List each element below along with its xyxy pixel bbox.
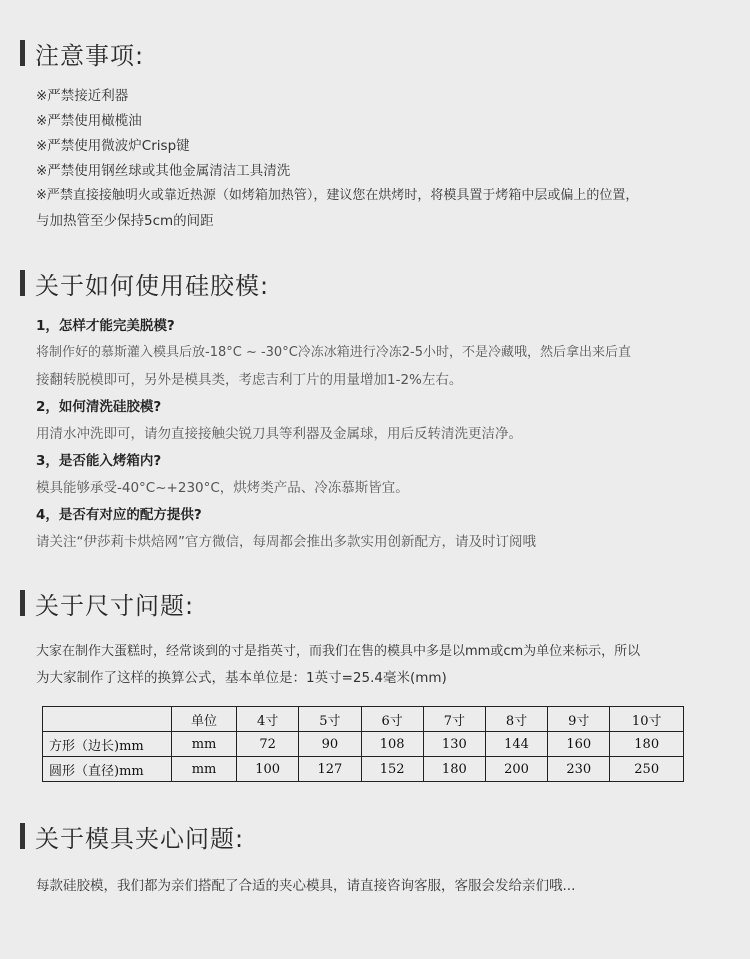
table-cell: 144 <box>485 732 547 757</box>
size-intro: 为大家制作了这样的换算公式，基本单位是：1英寸=25.4毫米(mm) <box>36 670 447 686</box>
usage-title: 关于如何使用硅胶模: <box>35 271 270 300</box>
faq-answer: 将制作好的慕斯灌入模具后放-18°C ~ -30°C冷冻冰箱进行冷冻2-5小时，不是冷藏哦，然后拿出来后直 <box>36 345 632 360</box>
faq-answer: 请关注“伊莎莉卡烘焙网”官方微信，每周都会推出多款实用创新配方，请及时订阅哦 <box>36 534 536 550</box>
table-cell: 4寸 <box>237 707 299 732</box>
table-cell: 5寸 <box>299 707 361 732</box>
table-cell: 130 <box>423 732 485 757</box>
table-cell: 7寸 <box>423 707 485 732</box>
table-cell: 152 <box>361 757 423 782</box>
faq-answer: 模具能够承受-40°C~+230°C，烘烤类产品、冷冻慕斯皆宜。 <box>36 480 409 496</box>
heading-bar <box>20 40 25 66</box>
notice-item: ※严禁接近利器 <box>36 88 129 104</box>
faq-question: 2，如何清洗硅胶模? <box>36 399 162 415</box>
table-cell: 90 <box>299 732 361 757</box>
table-cell: 180 <box>423 757 485 782</box>
table-cell: 230 <box>548 757 610 782</box>
table-row <box>43 732 684 757</box>
heading-bar <box>20 270 25 296</box>
table-cell: 圆形（直径)mm <box>43 757 172 782</box>
notice-item: 与加热管至少保持5cm的间距 <box>36 213 214 229</box>
table-cell: 6寸 <box>361 707 423 732</box>
table-cell: mm <box>172 732 237 757</box>
table-header-row <box>43 707 684 732</box>
table-row <box>43 757 684 782</box>
table-cell: 9寸 <box>548 707 610 732</box>
table-cell: 108 <box>361 732 423 757</box>
table-cell: 250 <box>610 757 684 782</box>
notice-item: ※严禁使用钢丝球或其他金属清洁工具清洗 <box>36 163 291 179</box>
table-cell: 72 <box>237 732 299 757</box>
size-intro: 大家在制作大蛋糕时，经常谈到的寸是指英寸，而我们在售的模具中多是以mm或cm为单位来标示，所以 <box>36 644 641 659</box>
size-title: 关于尺寸问题: <box>35 591 195 620</box>
table-cell: 200 <box>485 757 547 782</box>
size-heading <box>20 588 194 618</box>
table-cell: 单位 <box>172 707 237 732</box>
table-cell: 180 <box>610 732 684 757</box>
table-cell <box>43 707 172 732</box>
notice-heading <box>20 38 144 68</box>
heading-bar <box>20 590 25 616</box>
core-text: 每款硅胶模，我们都为亲们搭配了合适的夹心模具，请直接咨询客服，客服会发给亲们哦... <box>36 878 576 894</box>
table-cell: 100 <box>237 757 299 782</box>
table-cell: 160 <box>548 732 610 757</box>
notice-item: ※严禁使用橄榄油 <box>36 113 142 129</box>
faq-question: 1，怎样才能完美脱模? <box>36 318 175 334</box>
notice-item: ※严禁使用微波炉Crisp键 <box>36 138 190 154</box>
table-cell: 8寸 <box>485 707 547 732</box>
heading-bar <box>20 823 25 849</box>
notice-item: ※严禁直接接触明火或靠近热源（如烤箱加热管），建议您在烘烤时，将模具置于烤箱中层或偏上的位置， <box>36 188 639 203</box>
core-title: 关于模具夹心问题: <box>35 824 245 853</box>
faq-answer: 用清水冲洗即可，请勿直接接触尖锐刀具等利器及金属球，用后反转清洗更洁净。 <box>36 426 522 442</box>
table-cell: 10寸 <box>610 707 684 732</box>
usage-heading <box>20 268 269 298</box>
core-heading <box>20 821 244 851</box>
size-conversion-table <box>42 706 684 782</box>
notice-title: 注意事项: <box>35 41 145 70</box>
faq-answer: 接翻转脱模即可，另外是模具类，考虑吉利丁片的用量增加1-2%左右。 <box>36 372 463 388</box>
table-cell: 方形（边长)mm <box>43 732 172 757</box>
table-cell: mm <box>172 757 237 782</box>
faq-question: 3，是否能入烤箱内? <box>36 453 162 469</box>
table-cell: 127 <box>299 757 361 782</box>
faq-question: 4，是否有对应的配方提供? <box>36 507 202 523</box>
